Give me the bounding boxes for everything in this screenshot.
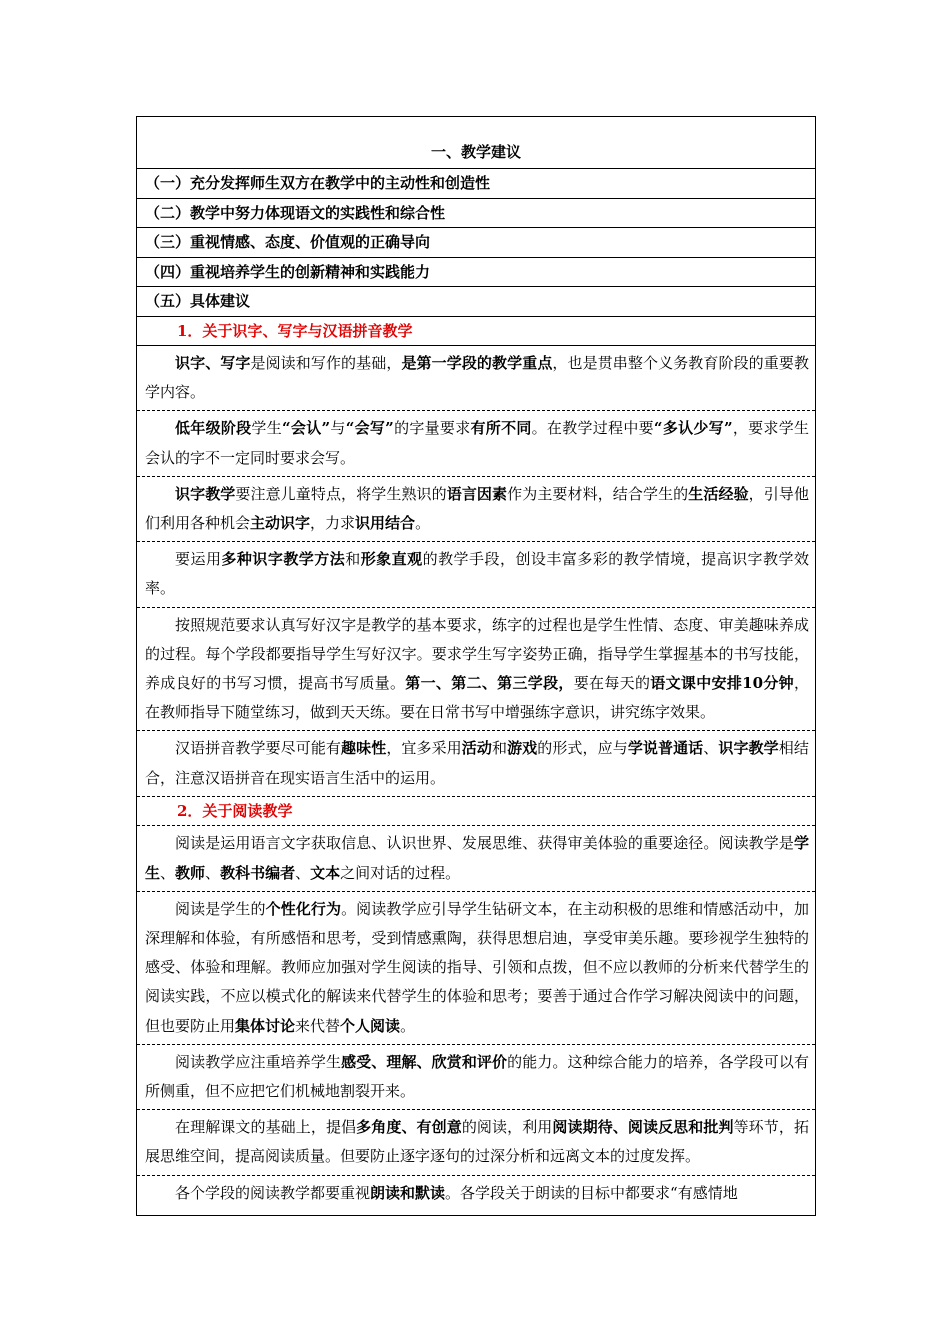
bold-run: 阅读期待、阅读反思和批判 xyxy=(552,1118,734,1137)
bold-run: “会写” xyxy=(345,419,394,438)
text-run: 的能力。这种综合能力的培养，各学段可以有所侧重，但不应把它们机械地割裂开来。 xyxy=(145,1052,809,1100)
text-run: 各个学段的阅读教学都要重视 xyxy=(175,1183,371,1202)
bold-run: 文本 xyxy=(310,863,341,882)
text-run: ，在教师指导下随堂练习，做到天天练。要在日常书写中增强练字意识，讲究练字效果。 xyxy=(145,674,809,722)
bold-run: “会认” xyxy=(282,419,331,438)
bold-run: 第一、第二、第三学段， xyxy=(405,674,574,693)
text-run: 。各学段关于朗读的目标中都要求“有感情地 xyxy=(445,1183,738,1202)
bold-run: 识用结合 xyxy=(355,514,416,533)
heading-1: （一）充分发挥师生双方在教学中的主动性和创造性 xyxy=(137,168,815,198)
text-run: 。 xyxy=(415,514,431,533)
paragraph xyxy=(137,1175,815,1215)
text-run: 。 xyxy=(400,1016,416,1035)
text-run: ，要求学生会认的字不一定同时要求会写。 xyxy=(145,419,809,467)
paragraph xyxy=(137,476,815,541)
bold-run: 低年级阶段 xyxy=(175,419,252,438)
heading-2: （二）教学中努力体现语文的实践性和综合性 xyxy=(137,198,815,228)
text-run: 要注意儿童特点，将学生熟识的 xyxy=(235,484,447,503)
paragraph xyxy=(137,345,815,410)
text-run: 要在每天的 xyxy=(573,674,651,693)
bold-run: 个人阅读 xyxy=(340,1016,401,1035)
text-run: 之间对话的过程。 xyxy=(340,863,461,882)
bold-run: 识字、写字 xyxy=(175,354,251,372)
paragraph xyxy=(137,891,815,1044)
paragraph xyxy=(137,607,815,731)
text-run: 按照规范要求认真写好汉字是教学的基本要求，练字的过程也是学生性情、态度、审美趣味养成的过程。每个学段都要指导学生写好汉字。要求学生写字姿势正确，指导学生掌握基本的书写技能，养成良好的书写习惯，提高书写质量。 xyxy=(145,615,809,693)
text-run: 和 xyxy=(345,550,361,569)
text-run: ，力求 xyxy=(310,514,356,533)
text-run: 、 xyxy=(703,739,719,758)
recommendations-table xyxy=(136,116,816,1216)
text-run: 阅读是学生的 xyxy=(175,899,266,918)
bold-run: 识字教学 xyxy=(175,484,236,503)
bold-run: 主动识字 xyxy=(250,514,311,533)
text-run: 在理解课文的基础上，提倡 xyxy=(175,1118,357,1137)
bold-run: 识字教学 xyxy=(718,739,779,758)
text-run: 阅读是运用语言文字获取信息、认识世界、发展思维、获得审美体验的重要途径。阅读教学是 xyxy=(175,834,794,853)
subheading-literacy: 1．关于识字、写字与汉语拼音教学 xyxy=(137,316,815,346)
text-run: 学生 xyxy=(251,419,282,438)
text-run: 作为主要材料，结合学生的 xyxy=(507,484,689,503)
text-run: 、 xyxy=(160,863,176,882)
bold-run: 趣味性 xyxy=(341,739,387,758)
bold-run: 活动 xyxy=(461,739,492,758)
text-run: 与 xyxy=(330,419,346,438)
text-run: 。在教学过程中要 xyxy=(531,419,654,438)
text-run: 阅读教学应注重培养学生 xyxy=(175,1052,342,1071)
text-run: 的教学手段，创设丰富多彩的教学情境，提高识字教学效率。 xyxy=(145,550,809,598)
text-run: 、 xyxy=(205,863,221,882)
section-title: 一、教学建议 xyxy=(430,143,521,161)
bold-run: 教师 xyxy=(175,863,206,882)
bold-run: 多角度、有创意 xyxy=(356,1118,462,1137)
paragraph xyxy=(137,1109,815,1174)
text-run: 来代替 xyxy=(295,1016,341,1035)
text-run: 要运用 xyxy=(175,550,222,569)
paragraph xyxy=(137,1044,815,1109)
text-run: 的字量要求 xyxy=(393,419,471,438)
bold-run: 教科书编者 xyxy=(220,863,296,882)
bold-run: 个性化行为 xyxy=(265,899,342,918)
paragraph xyxy=(137,541,815,606)
text-run: 是阅读和写作的基础， xyxy=(250,354,402,372)
text-run: 的形式，应与 xyxy=(537,739,628,758)
text-run: ，宜多采用 xyxy=(386,739,462,758)
subheading-reading: 2．关于阅读教学 xyxy=(137,796,815,826)
text-run: 相结合，注意汉语拼音在现实语言生活中的运用。 xyxy=(145,739,809,787)
bold-run: 语言因素 xyxy=(446,484,508,503)
bold-run: 感受、理解、欣赏和评价 xyxy=(341,1052,508,1071)
bold-run: 是第一学段的教学重点 xyxy=(401,354,553,372)
heading-3: （三）重视情感、态度、价值观的正确导向 xyxy=(137,227,815,257)
paragraph xyxy=(137,730,815,795)
text-run: 等环节，拓展思维空间，提高阅读质量。但要防止逐字逐句的过深分析和远离文本的过度发挥。 xyxy=(145,1118,809,1166)
text-run: 和 xyxy=(491,739,508,758)
text-run: 、 xyxy=(295,863,311,882)
bold-run: 集体讨论 xyxy=(235,1016,296,1035)
text-run: 的阅读，利用 xyxy=(461,1118,553,1137)
text-run: 汉语拼音教学要尽可能有 xyxy=(175,739,342,758)
bold-run: 语文课中安排10分钟 xyxy=(650,674,794,693)
paragraph xyxy=(137,825,815,890)
heading-5: （五）具体建议 xyxy=(137,286,815,316)
bold-run: 形象直观 xyxy=(360,550,423,569)
bold-run: 有所不同 xyxy=(470,419,532,438)
heading-4: （四）重视培养学生的创新精神和实践能力 xyxy=(137,257,815,287)
bold-run: 学生 xyxy=(145,834,809,882)
paragraph xyxy=(137,410,815,475)
bold-run: 多种识字教学方法 xyxy=(221,550,346,569)
bold-run: 学说普通话 xyxy=(627,739,704,758)
text-run: 。阅读教学应引导学生钻研文本，在主动积极的思维和情感活动中，加深理解和体验，有所感悟和思考，受到情感熏陶，获得思想启迪，享受审美乐趣。要珍视学生独特的感受、体验和理解。教师应加强对学生阅读的指导、引领和点拨，但不应以教师的分析来代替学生的阅读实践，不应以模式化的解读来代替学生的体验和思考；要善于通过合作学习解决阅读中的问题，但也要防止用 xyxy=(145,899,809,1035)
text-run: ，引导他们利用各种机会 xyxy=(145,484,809,533)
bold-run: “多认少写” xyxy=(653,419,733,438)
bold-run: 朗读和默读 xyxy=(370,1183,446,1202)
text-run: ，也是贯串整个义务教育阶段的重要教学内容。 xyxy=(145,354,809,402)
bold-run: 游戏 xyxy=(507,739,538,758)
bold-run: 生活经验 xyxy=(688,484,749,503)
